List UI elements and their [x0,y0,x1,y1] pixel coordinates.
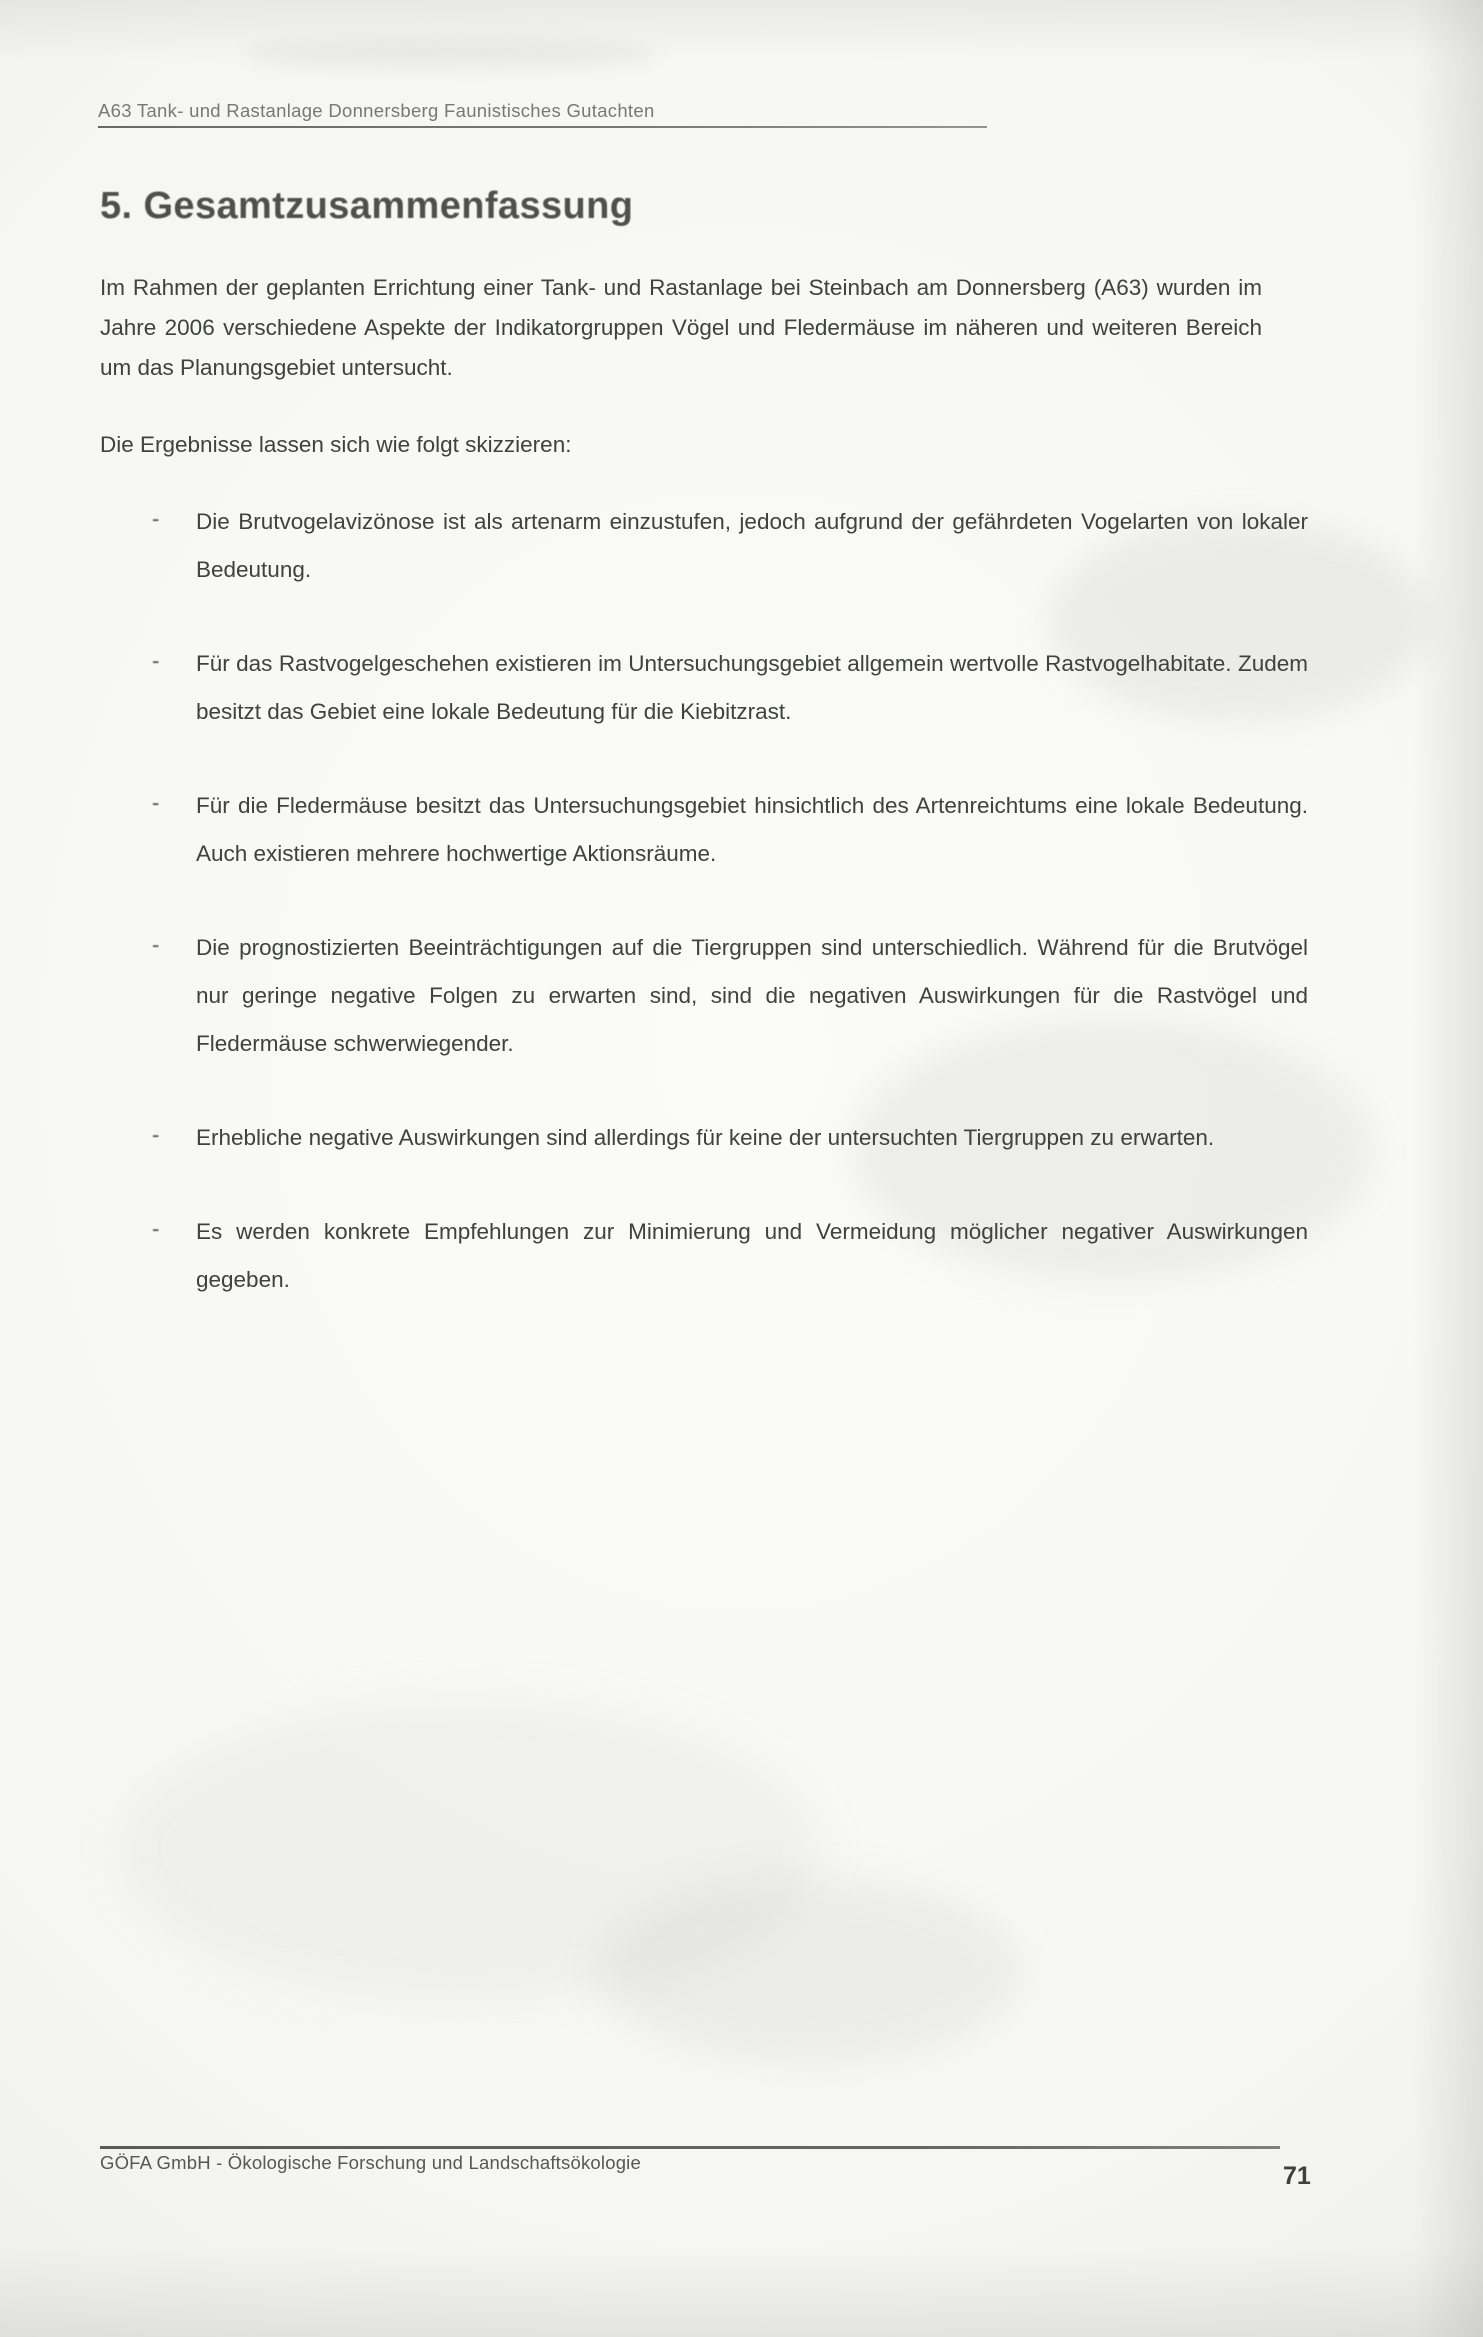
bullet-marker-icon: - [152,1216,160,1241]
bullet-marker-icon: - [152,932,160,957]
list-item-text: Die prognostizierten Beeinträchtigungen auf die Tiergruppen sind unterschiedlich. Während für die Brutvögel nur geringe negative Folgen zu erwarten sind, sind die negativen Auswirkungen für die Rastvögel und Fledermäuse schwerwiegender. [196,935,1308,1056]
intro-paragraph: Im Rahmen der geplanten Errichtung einer Tank- und Rastanlage bei Steinbach am Donnersberg (A63) wurden im Jahre 2006 verschiedene Aspekte der Indikatorgruppen Vögel und Fledermäuse im näheren und weiteren Bereich um das Planungsgebiet untersucht. [100,275,1262,380]
footer-divider [100,2146,1280,2149]
running-header [98,100,1098,122]
bullet-marker-icon: - [152,790,160,815]
page-number: 71 [1283,2162,1311,2190]
list-item [100,640,1330,736]
list-item [100,1114,1330,1162]
lead-in-paragraph: Die Ergebnisse lassen sich wie folgt skizzieren: [100,432,572,457]
list-item-text: Die Brutvogelavizönose ist als artenarm einzustufen, jedoch aufgrund der gefährdeten Vogelarten von lokaler Bedeutung. [196,509,1308,582]
bullet-marker-icon: - [152,506,160,531]
section-heading: 5. Gesamtzusammenfassung [100,185,634,227]
list-item [100,924,1330,1068]
list-item-text: Für die Fledermäuse besitzt das Untersuchungsgebiet hinsichtlich des Artenreichtums eine lokale Bedeutung. Auch existieren mehrere hochwertige Aktionsräume. [196,793,1308,866]
bullet-marker-icon: - [152,1122,160,1147]
list-item-text: Erhebliche negative Auswirkungen sind allerdings für keine der untersuchten Tiergruppen zu erwarten. [196,1125,1215,1150]
list-item-text: Es werden konkrete Empfehlungen zur Minimierung und Vermeidung möglicher negativer Auswirkungen gegeben. [196,1219,1308,1292]
summary-bullet-list [100,498,1330,1350]
list-item-text: Für das Rastvogelgeschehen existieren im Untersuchungsgebiet allgemein wertvolle Rastvogelhabitate. Zudem besitzt das Gebiet eine lokale Bedeutung für die Kiebitzrast. [196,651,1308,724]
bullet-marker-icon: - [152,648,160,673]
list-item [100,782,1330,878]
footer-text: GÖFA GmbH - Ökologische Forschung und Landschaftsökologie [100,2152,641,2173]
list-item [100,498,1330,594]
header-divider [98,126,987,128]
running-header-text: A63 Tank- und Rastanlage Donnersberg Faunistisches Gutachten [98,100,655,121]
list-item [100,1208,1330,1304]
